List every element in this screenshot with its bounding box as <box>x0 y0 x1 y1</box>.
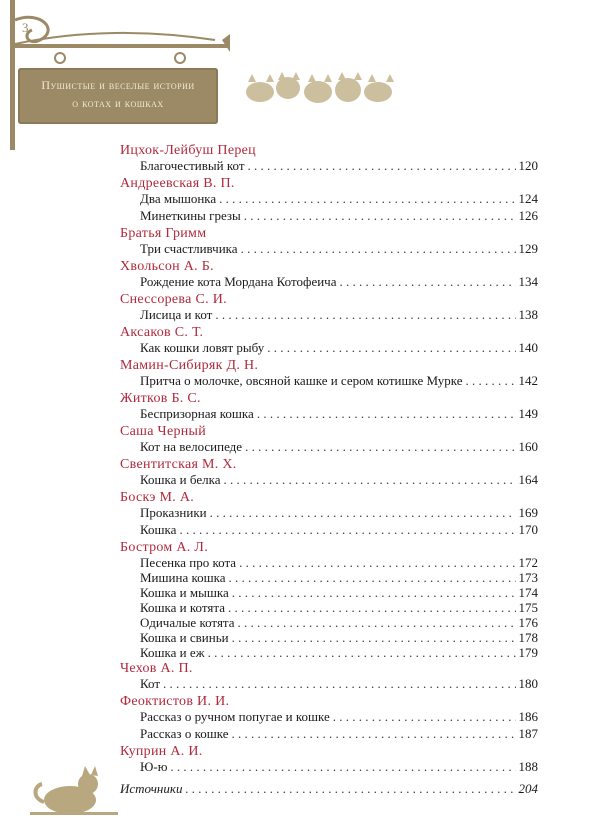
toc-entry[interactable] <box>120 727 538 741</box>
toc-entry[interactable] <box>120 192 538 206</box>
book-title-sign <box>18 68 218 124</box>
dot-leader <box>210 506 516 520</box>
toc-entry[interactable] <box>120 631 538 645</box>
dot-leader <box>267 341 515 355</box>
page-number: 3 <box>22 20 29 35</box>
toc-author: Саша Черный <box>120 424 207 439</box>
dot-leader <box>185 782 515 796</box>
toc-entry[interactable] <box>120 677 538 691</box>
toc-entry-page: 164 <box>518 472 538 487</box>
dot-leader <box>241 242 516 256</box>
toc-entry[interactable] <box>120 710 538 724</box>
toc-entry-page: 126 <box>518 208 538 223</box>
toc-author: Чехов А. П. <box>120 661 193 676</box>
toc-entry-title: Минеткины грезы <box>140 208 241 223</box>
toc-entry-page: 129 <box>518 241 538 256</box>
toc-author: Житков Б. С. <box>120 391 201 406</box>
toc-entry[interactable] <box>120 374 538 388</box>
toc-entry-title: Рассказ о кошке <box>140 726 229 741</box>
dot-leader <box>223 473 515 487</box>
sign-title-line2: о котах и кошках <box>72 96 164 110</box>
toc-entry-title: Кошка и свиньи <box>140 630 229 645</box>
toc-entry-page: 186 <box>518 709 538 724</box>
dot-leader <box>208 646 516 660</box>
table-of-contents <box>120 142 538 799</box>
toc-entry[interactable] <box>120 646 538 660</box>
toc-entry[interactable] <box>120 159 538 173</box>
toc-entry[interactable] <box>120 440 538 454</box>
dot-leader <box>219 192 515 206</box>
toc-entry[interactable] <box>120 473 538 487</box>
toc-entry-page: 178 <box>518 630 538 645</box>
dot-leader <box>239 556 515 570</box>
toc-entry[interactable] <box>120 275 538 289</box>
toc-entry-page: 120 <box>518 158 538 173</box>
toc-entry-title: Лисица и кот <box>140 307 213 322</box>
toc-author: Свентитская М. Х. <box>120 457 237 472</box>
toc-entry[interactable] <box>120 556 538 570</box>
toc-entry-title: Рождение кота Мордана Котофеича <box>140 274 337 289</box>
dot-leader <box>232 631 516 645</box>
toc-entry-title: Мишина кошка <box>140 570 226 585</box>
dot-leader <box>170 760 515 774</box>
dot-leader <box>257 407 516 421</box>
toc-entry-page: 175 <box>518 600 538 615</box>
toc-author: Куприн А. И. <box>120 744 203 759</box>
dot-leader <box>163 677 515 691</box>
toc-entry-page: 149 <box>518 406 538 421</box>
toc-entry-title: Притча о молочке, овсяной кашке и сером котишке Мурке <box>140 373 463 388</box>
toc-author: Ицхок-Лейбуш Перец <box>120 143 256 158</box>
toc-entry-page: 170 <box>518 522 538 537</box>
toc-entry[interactable] <box>120 341 538 355</box>
toc-entry-page: 179 <box>518 645 538 660</box>
dot-leader <box>333 710 516 724</box>
toc-sources-page: 204 <box>518 781 538 796</box>
toc-entry-title: Кошка и котята <box>140 600 225 615</box>
toc-entry[interactable] <box>120 616 538 630</box>
toc-entry[interactable] <box>120 209 538 223</box>
dot-leader <box>232 586 516 600</box>
toc-entry-page: 134 <box>518 274 538 289</box>
toc-entry[interactable] <box>120 308 538 322</box>
toc-author: Аксаков С. Т. <box>120 325 204 340</box>
toc-entry-page: 188 <box>518 759 538 774</box>
dot-leader <box>228 601 516 615</box>
toc-entry-page: 176 <box>518 615 538 630</box>
toc-entry-title: Проказники <box>140 505 207 520</box>
toc-author: Андреевская В. П. <box>120 176 235 191</box>
toc-author: Братья Гримм <box>120 226 207 241</box>
sign-title-line1: Пушистые и веселые истории <box>41 78 195 92</box>
toc-entry-page: 169 <box>518 505 538 520</box>
toc-entry[interactable] <box>120 242 538 256</box>
toc-entry[interactable] <box>120 760 538 774</box>
toc-entry-title: Кот на велосипеде <box>140 439 243 454</box>
toc-entry-title: Два мышонка <box>140 191 217 206</box>
toc-entry-title: Кот <box>140 676 161 691</box>
dot-leader <box>215 308 515 322</box>
toc-entry-page: 124 <box>518 191 538 206</box>
dot-leader <box>244 209 516 223</box>
toc-entry-title: Кошка <box>140 522 177 537</box>
dot-leader <box>248 159 516 173</box>
toc-author: Бостром А. Л. <box>120 540 208 555</box>
toc-entry-page: 172 <box>518 555 538 570</box>
toc-author: Боскэ М. А. <box>120 490 195 505</box>
toc-entry-page: 180 <box>518 676 538 691</box>
toc-sources-title: Источники <box>120 781 183 796</box>
toc-entry[interactable] <box>120 506 538 520</box>
toc-entry-title: Песенка про кота <box>140 555 237 570</box>
toc-entry-page: 140 <box>518 340 538 355</box>
toc-entry[interactable] <box>120 523 538 537</box>
dot-leader <box>179 523 515 537</box>
toc-entry-page: 138 <box>518 307 538 322</box>
toc-entry-page: 142 <box>518 373 538 388</box>
toc-entry-title: Кошка и белка <box>140 472 221 487</box>
toc-entry-page: 174 <box>518 585 538 600</box>
toc-entry-title: Одичалые котята <box>140 615 235 630</box>
toc-entry-title: Кошка и еж <box>140 645 205 660</box>
cats-ornament-icon <box>240 70 406 110</box>
dot-leader <box>339 275 515 289</box>
dot-leader <box>229 571 516 585</box>
toc-sources-entry[interactable] <box>120 782 538 796</box>
toc-entry-page: 160 <box>518 439 538 454</box>
toc-entry-title: Кошка и мышка <box>140 585 229 600</box>
toc-author: Феоктистов И. И. <box>120 694 230 709</box>
toc-entry[interactable] <box>120 586 538 600</box>
toc-entry-title: Благочестивый кот <box>140 158 245 173</box>
toc-entry-title: Беспризорная кошка <box>140 406 254 421</box>
cat-illustration-icon <box>30 760 118 818</box>
dot-leader <box>466 374 516 388</box>
toc-entry[interactable] <box>120 407 538 421</box>
dot-leader <box>245 440 515 454</box>
toc-entry-title: Рассказ о ручном попугае и кошке <box>140 709 330 724</box>
toc-author: Мамин-Сибиряк Д. Н. <box>120 358 259 373</box>
toc-author: Хвольсон А. Б. <box>120 259 214 274</box>
toc-entry-title: Ю-ю <box>140 759 168 774</box>
toc-entry-page: 187 <box>518 726 538 741</box>
dot-leader <box>238 616 516 630</box>
dot-leader <box>232 727 516 741</box>
toc-entry-title: Три счастливчика <box>140 241 238 256</box>
toc-entry[interactable] <box>120 601 538 615</box>
toc-entry-page: 173 <box>518 570 538 585</box>
toc-entry-title: Как кошки ловят рыбу <box>140 340 265 355</box>
toc-author: Снессорева С. И. <box>120 292 227 307</box>
toc-entry[interactable] <box>120 571 538 585</box>
